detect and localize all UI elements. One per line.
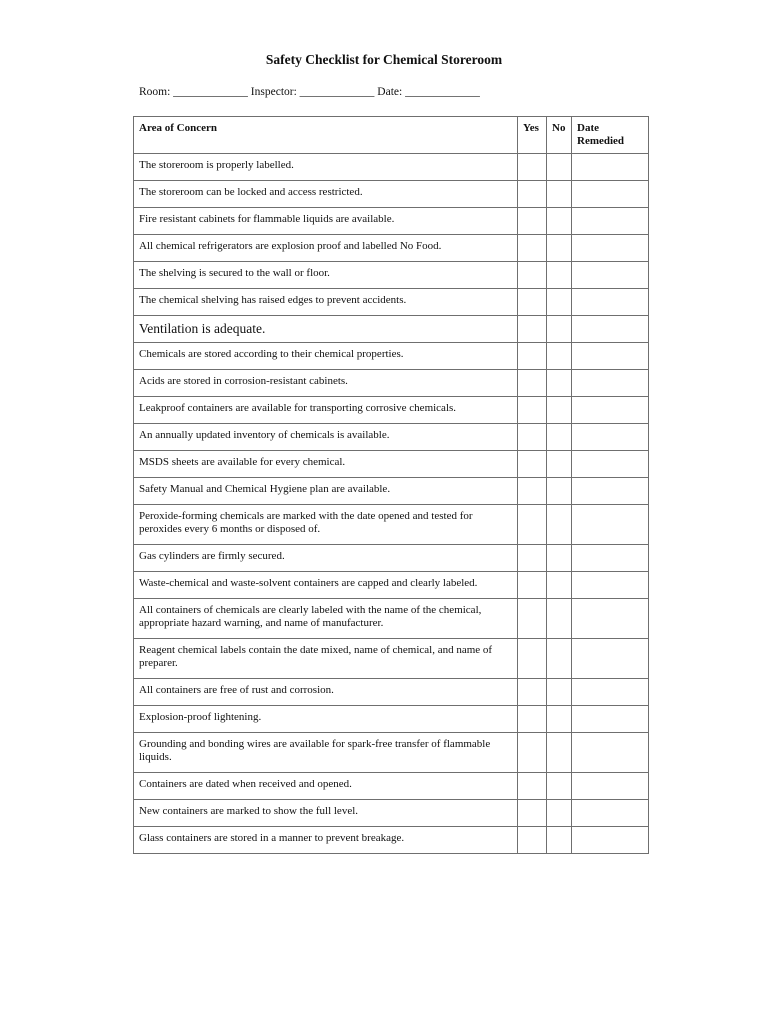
yes-cell[interactable] (518, 706, 547, 733)
no-cell[interactable] (547, 679, 572, 706)
room-inspector-date-line: Room: _____________ Inspector: _____________ Date: _____________ (139, 86, 480, 98)
table-row (134, 316, 649, 343)
no-cell[interactable] (547, 545, 572, 572)
date-remedied-cell[interactable] (572, 599, 649, 639)
date-remedied-cell[interactable] (572, 316, 649, 343)
date-remedied-cell[interactable] (572, 733, 649, 773)
no-cell[interactable] (547, 289, 572, 316)
concern-text: The storeroom can be locked and access restricted. (134, 181, 518, 208)
yes-cell[interactable] (518, 639, 547, 679)
concern-text: Grounding and bonding wires are available for spark-free transfer of flammable liquids. (134, 733, 518, 773)
concern-text: Explosion-proof lightening. (134, 706, 518, 733)
table-row (134, 827, 649, 854)
date-remedied-cell[interactable] (572, 343, 649, 370)
yes-cell[interactable] (518, 235, 547, 262)
date-remedied-cell[interactable] (572, 289, 649, 316)
yes-cell[interactable] (518, 505, 547, 545)
no-cell[interactable] (547, 235, 572, 262)
no-cell[interactable] (547, 397, 572, 424)
yes-cell[interactable] (518, 545, 547, 572)
concern-text: The storeroom is properly labelled. (134, 154, 518, 181)
yes-cell[interactable] (518, 478, 547, 505)
checklist-table (133, 116, 649, 854)
table-row (134, 154, 649, 181)
concern-text: All chemical refrigerators are explosion proof and labelled No Food. (134, 235, 518, 262)
table-row (134, 639, 649, 679)
concern-text: Safety Manual and Chemical Hygiene plan are available. (134, 478, 518, 505)
header-date-remedied: Date Remedied (572, 117, 649, 154)
concern-text: Waste-chemical and waste-solvent containers are capped and clearly labeled. (134, 572, 518, 599)
no-cell[interactable] (547, 181, 572, 208)
date-remedied-cell[interactable] (572, 397, 649, 424)
table-row (134, 208, 649, 235)
concern-text: All containers are free of rust and corrosion. (134, 679, 518, 706)
yes-cell[interactable] (518, 370, 547, 397)
date-remedied-cell[interactable] (572, 572, 649, 599)
concern-text: Reagent chemical labels contain the date mixed, name of chemical, and name of preparer. (134, 639, 518, 679)
table-row (134, 235, 649, 262)
no-cell[interactable] (547, 154, 572, 181)
no-cell[interactable] (547, 706, 572, 733)
yes-cell[interactable] (518, 599, 547, 639)
table-row (134, 451, 649, 478)
table-row (134, 262, 649, 289)
no-cell[interactable] (547, 733, 572, 773)
date-remedied-cell[interactable] (572, 773, 649, 800)
table-row (134, 572, 649, 599)
yes-cell[interactable] (518, 733, 547, 773)
no-cell[interactable] (547, 343, 572, 370)
date-remedied-cell[interactable] (572, 208, 649, 235)
yes-cell[interactable] (518, 316, 547, 343)
no-cell[interactable] (547, 316, 572, 343)
concern-text: An annually updated inventory of chemicals is available. (134, 424, 518, 451)
date-remedied-cell[interactable] (572, 370, 649, 397)
date-remedied-cell[interactable] (572, 545, 649, 572)
concern-text: Fire resistant cabinets for flammable liquids are available. (134, 208, 518, 235)
date-remedied-cell[interactable] (572, 827, 649, 854)
concern-text: Containers are dated when received and opened. (134, 773, 518, 800)
concern-text: MSDS sheets are available for every chemical. (134, 451, 518, 478)
no-cell[interactable] (547, 827, 572, 854)
yes-cell[interactable] (518, 827, 547, 854)
no-cell[interactable] (547, 800, 572, 827)
table-row (134, 424, 649, 451)
concern-text: Peroxide-forming chemicals are marked with the date opened and tested for peroxides every 6 months or disposed of. (134, 505, 518, 545)
table-row (134, 706, 649, 733)
date-remedied-cell[interactable] (572, 478, 649, 505)
concern-text: The shelving is secured to the wall or floor. (134, 262, 518, 289)
date-remedied-cell[interactable] (572, 154, 649, 181)
table-row (134, 505, 649, 545)
concern-text: Acids are stored in corrosion-resistant cabinets. (134, 370, 518, 397)
date-remedied-cell[interactable] (572, 451, 649, 478)
yes-cell[interactable] (518, 679, 547, 706)
header-yes: Yes (518, 117, 547, 154)
no-cell[interactable] (547, 572, 572, 599)
yes-cell[interactable] (518, 289, 547, 316)
no-cell[interactable] (547, 262, 572, 289)
table-row (134, 599, 649, 639)
concern-text: All containers of chemicals are clearly labeled with the name of the chemical, appropriate hazard warning, and name of manufacturer. (134, 599, 518, 639)
yes-cell[interactable] (518, 451, 547, 478)
table-row (134, 773, 649, 800)
yes-cell[interactable] (518, 397, 547, 424)
date-remedied-cell[interactable] (572, 800, 649, 827)
table-row (134, 733, 649, 773)
table-row (134, 478, 649, 505)
header-no: No (547, 117, 572, 154)
table-row (134, 679, 649, 706)
yes-cell[interactable] (518, 773, 547, 800)
date-remedied-cell[interactable] (572, 505, 649, 545)
no-cell[interactable] (547, 208, 572, 235)
no-cell[interactable] (547, 370, 572, 397)
concern-text: Gas cylinders are firmly secured. (134, 545, 518, 572)
date-remedied-cell[interactable] (572, 262, 649, 289)
concern-text: Glass containers are stored in a manner to prevent breakage. (134, 827, 518, 854)
no-cell[interactable] (547, 773, 572, 800)
concern-text: Leakproof containers are available for transporting corrosive chemicals. (134, 397, 518, 424)
concern-text: Ventilation is adequate. (134, 316, 518, 343)
date-remedied-cell[interactable] (572, 424, 649, 451)
page-title: Safety Checklist for Chemical Storeroom (265, 52, 503, 67)
table-row (134, 545, 649, 572)
yes-cell[interactable] (518, 800, 547, 827)
no-cell[interactable] (547, 505, 572, 545)
table-row (134, 289, 649, 316)
date-remedied-cell[interactable] (572, 235, 649, 262)
yes-cell[interactable] (518, 572, 547, 599)
yes-cell[interactable] (518, 181, 547, 208)
table-row (134, 397, 649, 424)
header-area-of-concern: Area of Concern (134, 117, 518, 154)
no-cell[interactable] (547, 478, 572, 505)
yes-cell[interactable] (518, 208, 547, 235)
no-cell[interactable] (547, 424, 572, 451)
yes-cell[interactable] (518, 343, 547, 370)
concern-text: The chemical shelving has raised edges to prevent accidents. (134, 289, 518, 316)
table-row (134, 343, 649, 370)
concern-text: New containers are marked to show the full level. (134, 800, 518, 827)
no-cell[interactable] (547, 639, 572, 679)
concern-text: Chemicals are stored according to their chemical properties. (134, 343, 518, 370)
table-row (134, 181, 649, 208)
table-row (134, 800, 649, 827)
yes-cell[interactable] (518, 424, 547, 451)
date-remedied-cell[interactable] (572, 639, 649, 679)
no-cell[interactable] (547, 599, 572, 639)
date-remedied-cell[interactable] (572, 679, 649, 706)
no-cell[interactable] (547, 451, 572, 478)
date-remedied-cell[interactable] (572, 181, 649, 208)
table-row (134, 370, 649, 397)
table-header-row (134, 117, 649, 154)
yes-cell[interactable] (518, 262, 547, 289)
yes-cell[interactable] (518, 154, 547, 181)
date-remedied-cell[interactable] (572, 706, 649, 733)
